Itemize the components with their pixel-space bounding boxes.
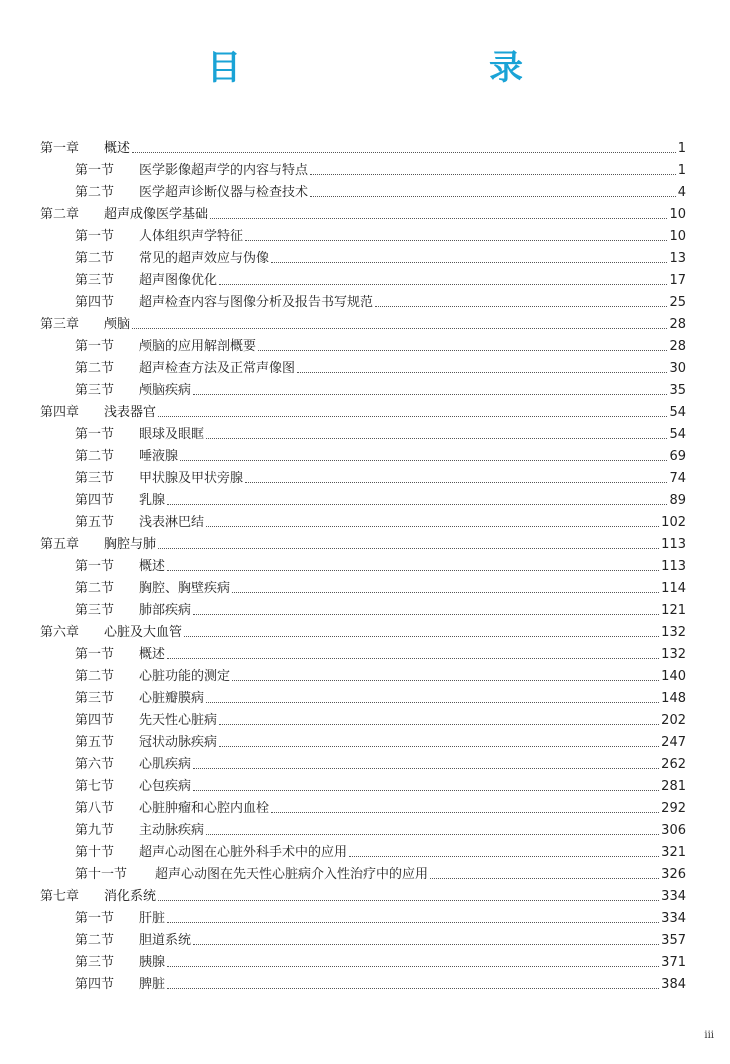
- dot-leader: [167, 658, 659, 659]
- section-number: 第六节: [75, 757, 115, 772]
- toc-section-entry[interactable]: [40, 378, 686, 400]
- toc-chapter-entry[interactable]: [40, 400, 686, 422]
- page-folio: iii: [704, 1030, 714, 1041]
- section-number: 第十节: [75, 845, 115, 860]
- dot-leader: [232, 592, 659, 593]
- toc-section-entry[interactable]: [40, 796, 686, 818]
- toc-chapter-entry[interactable]: [40, 312, 686, 334]
- toc-entry-label: [75, 426, 204, 444]
- dot-leader: [167, 966, 659, 967]
- section-number: 第四节: [75, 295, 115, 310]
- toc-section-entry[interactable]: [40, 774, 686, 796]
- section-title: 肝脏: [139, 911, 166, 926]
- page-number: 89: [669, 493, 686, 508]
- dot-leader: [206, 526, 659, 527]
- toc-entry-label: [75, 602, 191, 620]
- page-title: 目 录: [207, 48, 583, 88]
- dot-leader: [193, 614, 659, 615]
- section-number: 第一节: [75, 339, 115, 354]
- section-title: 胰腺: [139, 955, 166, 970]
- page-number: 10: [669, 229, 686, 244]
- section-number: 第二节: [75, 185, 115, 200]
- toc-entry-label: [75, 580, 230, 598]
- toc-section-entry[interactable]: [40, 686, 686, 708]
- chapter-number: 第四章: [40, 405, 80, 420]
- section-title: 胆道系统: [139, 933, 192, 948]
- page-number: 292: [661, 801, 686, 816]
- dot-leader: [219, 284, 667, 285]
- toc-chapter-entry[interactable]: [40, 136, 686, 158]
- toc-entry-label: [40, 140, 130, 158]
- page-number: 326: [661, 867, 686, 882]
- page-number: 4: [677, 185, 686, 200]
- toc-section-entry[interactable]: [40, 488, 686, 510]
- section-number: 第三节: [75, 471, 115, 486]
- section-title: 冠状动脉疾病: [139, 735, 218, 750]
- section-number: 第一节: [75, 559, 115, 574]
- chapter-title: 心脏及大血管: [104, 625, 183, 640]
- section-number: 第四节: [75, 713, 115, 728]
- dot-leader: [232, 680, 659, 681]
- section-title: 先天性心脏病: [139, 713, 218, 728]
- page-number: 113: [661, 537, 686, 552]
- section-number: 第十一节: [75, 867, 128, 882]
- page-number: 30: [669, 361, 686, 376]
- toc-entry-label: [75, 866, 428, 884]
- toc-entry-label: [40, 316, 130, 334]
- dot-leader: [167, 504, 667, 505]
- toc-chapter-entry[interactable]: [40, 532, 686, 554]
- dot-leader: [297, 372, 667, 373]
- page-number: 74: [669, 471, 686, 486]
- section-title: 心脏瓣膜病: [139, 691, 205, 706]
- page-number: 113: [661, 559, 686, 574]
- page-number: 132: [661, 625, 686, 640]
- section-title: 医学超声诊断仪器与检查技术: [139, 185, 309, 200]
- toc-entry-label: [75, 822, 204, 840]
- toc-section-entry[interactable]: [40, 246, 686, 268]
- page-number: 13: [669, 251, 686, 266]
- toc-entry-label: [75, 778, 191, 796]
- dot-leader: [206, 438, 667, 439]
- toc-section-entry[interactable]: [40, 290, 686, 312]
- section-number: 第二节: [75, 449, 115, 464]
- section-title: 超声心动图在先天性心脏病介入性治疗中的应用: [155, 867, 429, 882]
- toc-section-entry[interactable]: [40, 862, 686, 884]
- section-title: 胸腔、胸壁疾病: [139, 581, 231, 596]
- section-number: 第一节: [75, 647, 115, 662]
- chapter-number: 第六章: [40, 625, 80, 640]
- toc-entry-label: [75, 470, 243, 488]
- dot-leader: [158, 416, 667, 417]
- dot-leader: [193, 944, 659, 945]
- chapter-title: 消化系统: [104, 889, 157, 904]
- dot-leader: [158, 548, 659, 549]
- chapter-number: 第一章: [40, 141, 80, 156]
- dot-leader: [430, 878, 659, 879]
- toc-section-entry[interactable]: [40, 752, 686, 774]
- dot-leader: [245, 482, 667, 483]
- page-number: 132: [661, 647, 686, 662]
- toc-section-entry[interactable]: [40, 180, 686, 202]
- dot-leader: [375, 306, 667, 307]
- toc-entry-label: [75, 228, 243, 246]
- toc-entry-label: [40, 888, 156, 906]
- toc-entry-label: [75, 514, 204, 532]
- page-number: 262: [661, 757, 686, 772]
- toc-entry-label: [75, 844, 347, 862]
- section-number: 第二节: [75, 933, 115, 948]
- section-number: 第三节: [75, 955, 115, 970]
- toc-section-entry[interactable]: [40, 818, 686, 840]
- section-number: 第三节: [75, 273, 115, 288]
- section-title: 超声检查方法及正常声像图: [139, 361, 296, 376]
- section-number: 第一节: [75, 427, 115, 442]
- chapter-number: 第七章: [40, 889, 80, 904]
- toc-chapter-entry[interactable]: [40, 202, 686, 224]
- section-number: 第二节: [75, 581, 115, 596]
- dot-leader: [193, 768, 659, 769]
- dot-leader: [193, 790, 659, 791]
- chapter-title: 浅表器官: [104, 405, 157, 420]
- toc-section-entry[interactable]: [40, 730, 686, 752]
- section-title: 常见的超声效应与伪像: [139, 251, 270, 266]
- toc-section-entry[interactable]: [40, 906, 686, 928]
- toc-entry-label: [75, 250, 269, 268]
- page-number: 306: [661, 823, 686, 838]
- toc-section-entry[interactable]: [40, 950, 686, 972]
- page-number: 28: [669, 339, 686, 354]
- chapter-number: 第二章: [40, 207, 80, 222]
- dot-leader: [206, 702, 659, 703]
- toc-entry-label: [75, 184, 308, 202]
- page-number: 202: [661, 713, 686, 728]
- page-number: 1: [677, 141, 686, 156]
- dot-leader: [258, 350, 667, 351]
- toc-section-entry[interactable]: [40, 642, 686, 664]
- section-title: 概述: [139, 647, 166, 662]
- page-number: 247: [661, 735, 686, 750]
- toc-entry-label: [75, 690, 204, 708]
- toc-entry-label: [40, 536, 156, 554]
- toc-entry-label: [40, 404, 156, 422]
- page-number: 114: [661, 581, 686, 596]
- section-number: 第四节: [75, 493, 115, 508]
- toc-section-entry[interactable]: [40, 356, 686, 378]
- section-number: 第九节: [75, 823, 115, 838]
- table-of-contents: [40, 136, 686, 994]
- section-title: 甲状腺及甲状旁腺: [139, 471, 244, 486]
- section-number: 第五节: [75, 515, 115, 530]
- page-number: 69: [669, 449, 686, 464]
- page-number: 17: [669, 273, 686, 288]
- toc-entry-label: [75, 338, 256, 356]
- toc-section-entry[interactable]: [40, 928, 686, 950]
- toc-chapter-entry[interactable]: [40, 884, 686, 906]
- dot-leader: [167, 988, 659, 989]
- section-title: 脾脏: [139, 977, 166, 992]
- toc-section-entry[interactable]: [40, 334, 686, 356]
- toc-entry-label: [75, 734, 217, 752]
- chapter-number: 第三章: [40, 317, 80, 332]
- toc-chapter-entry[interactable]: [40, 620, 686, 642]
- toc-entry-label: [75, 932, 191, 950]
- section-title: 医学影像超声学的内容与特点: [139, 163, 309, 178]
- toc-entry-label: [75, 162, 308, 180]
- toc-entry-label: [75, 558, 165, 576]
- page-number: 102: [661, 515, 686, 530]
- toc-section-entry[interactable]: [40, 840, 686, 862]
- section-number: 第二节: [75, 361, 115, 376]
- toc-section-entry[interactable]: [40, 466, 686, 488]
- page-number: 25: [669, 295, 686, 310]
- page-number: 35: [669, 383, 686, 398]
- section-title: 主动脉疾病: [139, 823, 205, 838]
- section-number: 第八节: [75, 801, 115, 816]
- chapter-title: 颅脑: [104, 317, 131, 332]
- section-title: 颅脑疾病: [139, 383, 192, 398]
- page-number: 28: [669, 317, 686, 332]
- section-title: 颅脑的应用解剖概要: [139, 339, 257, 354]
- toc-entry-label: [75, 294, 373, 312]
- section-number: 第一节: [75, 229, 115, 244]
- page-number: 121: [661, 603, 686, 618]
- section-title: 唾液腺: [139, 449, 179, 464]
- chapter-number: 第五章: [40, 537, 80, 552]
- section-title: 人体组织声学特征: [139, 229, 244, 244]
- section-number: 第一节: [75, 911, 115, 926]
- dot-leader: [219, 746, 659, 747]
- section-number: 第三节: [75, 691, 115, 706]
- section-title: 超声心动图在心脏外科手术中的应用: [139, 845, 348, 860]
- toc-entry-label: [75, 800, 269, 818]
- toc-entry-label: [75, 668, 230, 686]
- section-title: 超声检查内容与图像分析及报告书写规范: [139, 295, 374, 310]
- section-number: 第一节: [75, 163, 115, 178]
- section-title: 概述: [139, 559, 166, 574]
- toc-entry-label: [75, 492, 165, 510]
- dot-leader: [219, 724, 659, 725]
- section-title: 心脏肿瘤和心腔内血栓: [139, 801, 270, 816]
- page-number: 148: [661, 691, 686, 706]
- chapter-title: 胸腔与肺: [104, 537, 157, 552]
- toc-entry-label: [40, 624, 182, 642]
- section-number: 第七节: [75, 779, 115, 794]
- dot-leader: [245, 240, 667, 241]
- page-number: 1: [677, 163, 686, 178]
- toc-entry-label: [75, 976, 165, 994]
- page-number: 54: [669, 427, 686, 442]
- toc-section-entry[interactable]: [40, 598, 686, 620]
- toc-entry-label: [75, 272, 217, 290]
- toc-section-entry[interactable]: [40, 268, 686, 290]
- toc-entry-label: [75, 954, 165, 972]
- section-title: 心包疾病: [139, 779, 192, 794]
- dot-leader: [167, 570, 659, 571]
- section-title: 乳腺: [139, 493, 166, 508]
- dot-leader: [158, 900, 659, 901]
- page-number: 54: [669, 405, 686, 420]
- chapter-title: 概述: [104, 141, 131, 156]
- section-title: 心肌疾病: [139, 757, 192, 772]
- section-number: 第三节: [75, 383, 115, 398]
- toc-entry-label: [75, 712, 217, 730]
- toc-section-entry[interactable]: [40, 708, 686, 730]
- page-number: 357: [661, 933, 686, 948]
- dot-leader: [132, 328, 667, 329]
- dot-leader: [180, 460, 667, 461]
- toc-section-entry[interactable]: [40, 972, 686, 994]
- toc-section-entry[interactable]: [40, 664, 686, 686]
- toc-entry-label: [75, 360, 295, 378]
- page-number: 334: [661, 889, 686, 904]
- page-number: 371: [661, 955, 686, 970]
- dot-leader: [271, 812, 659, 813]
- toc-entry-label: [75, 382, 191, 400]
- toc-entry-label: [75, 910, 165, 928]
- toc-entry-label: [75, 756, 191, 774]
- section-number: 第二节: [75, 251, 115, 266]
- dot-leader: [132, 152, 676, 153]
- section-number: 第四节: [75, 977, 115, 992]
- dot-leader: [193, 394, 667, 395]
- page-number: 321: [661, 845, 686, 860]
- page-number: 384: [661, 977, 686, 992]
- dot-leader: [167, 922, 659, 923]
- section-title: 超声图像优化: [139, 273, 218, 288]
- toc-section-entry[interactable]: [40, 576, 686, 598]
- dot-leader: [310, 196, 676, 197]
- page-number: 140: [661, 669, 686, 684]
- toc-section-entry[interactable]: [40, 444, 686, 466]
- toc-entry-label: [40, 206, 208, 224]
- section-number: 第五节: [75, 735, 115, 750]
- dot-leader: [271, 262, 667, 263]
- toc-entry-label: [75, 646, 165, 664]
- section-number: 第二节: [75, 669, 115, 684]
- toc-section-entry[interactable]: [40, 510, 686, 532]
- page-number: 281: [661, 779, 686, 794]
- toc-section-entry[interactable]: [40, 422, 686, 444]
- page-number: 334: [661, 911, 686, 926]
- toc-section-entry[interactable]: [40, 224, 686, 246]
- dot-leader: [184, 636, 659, 637]
- page-number: 10: [669, 207, 686, 222]
- chapter-title: 超声成像医学基础: [104, 207, 209, 222]
- section-title: 浅表淋巴结: [139, 515, 205, 530]
- dot-leader: [206, 834, 659, 835]
- section-title: 眼球及眼眶: [139, 427, 205, 442]
- section-title: 心脏功能的测定: [139, 669, 231, 684]
- dot-leader: [310, 174, 676, 175]
- dot-leader: [349, 856, 659, 857]
- section-number: 第三节: [75, 603, 115, 618]
- toc-entry-label: [75, 448, 178, 466]
- toc-section-entry[interactable]: [40, 554, 686, 576]
- toc-section-entry[interactable]: [40, 158, 686, 180]
- dot-leader: [210, 218, 667, 219]
- section-title: 肺部疾病: [139, 603, 192, 618]
